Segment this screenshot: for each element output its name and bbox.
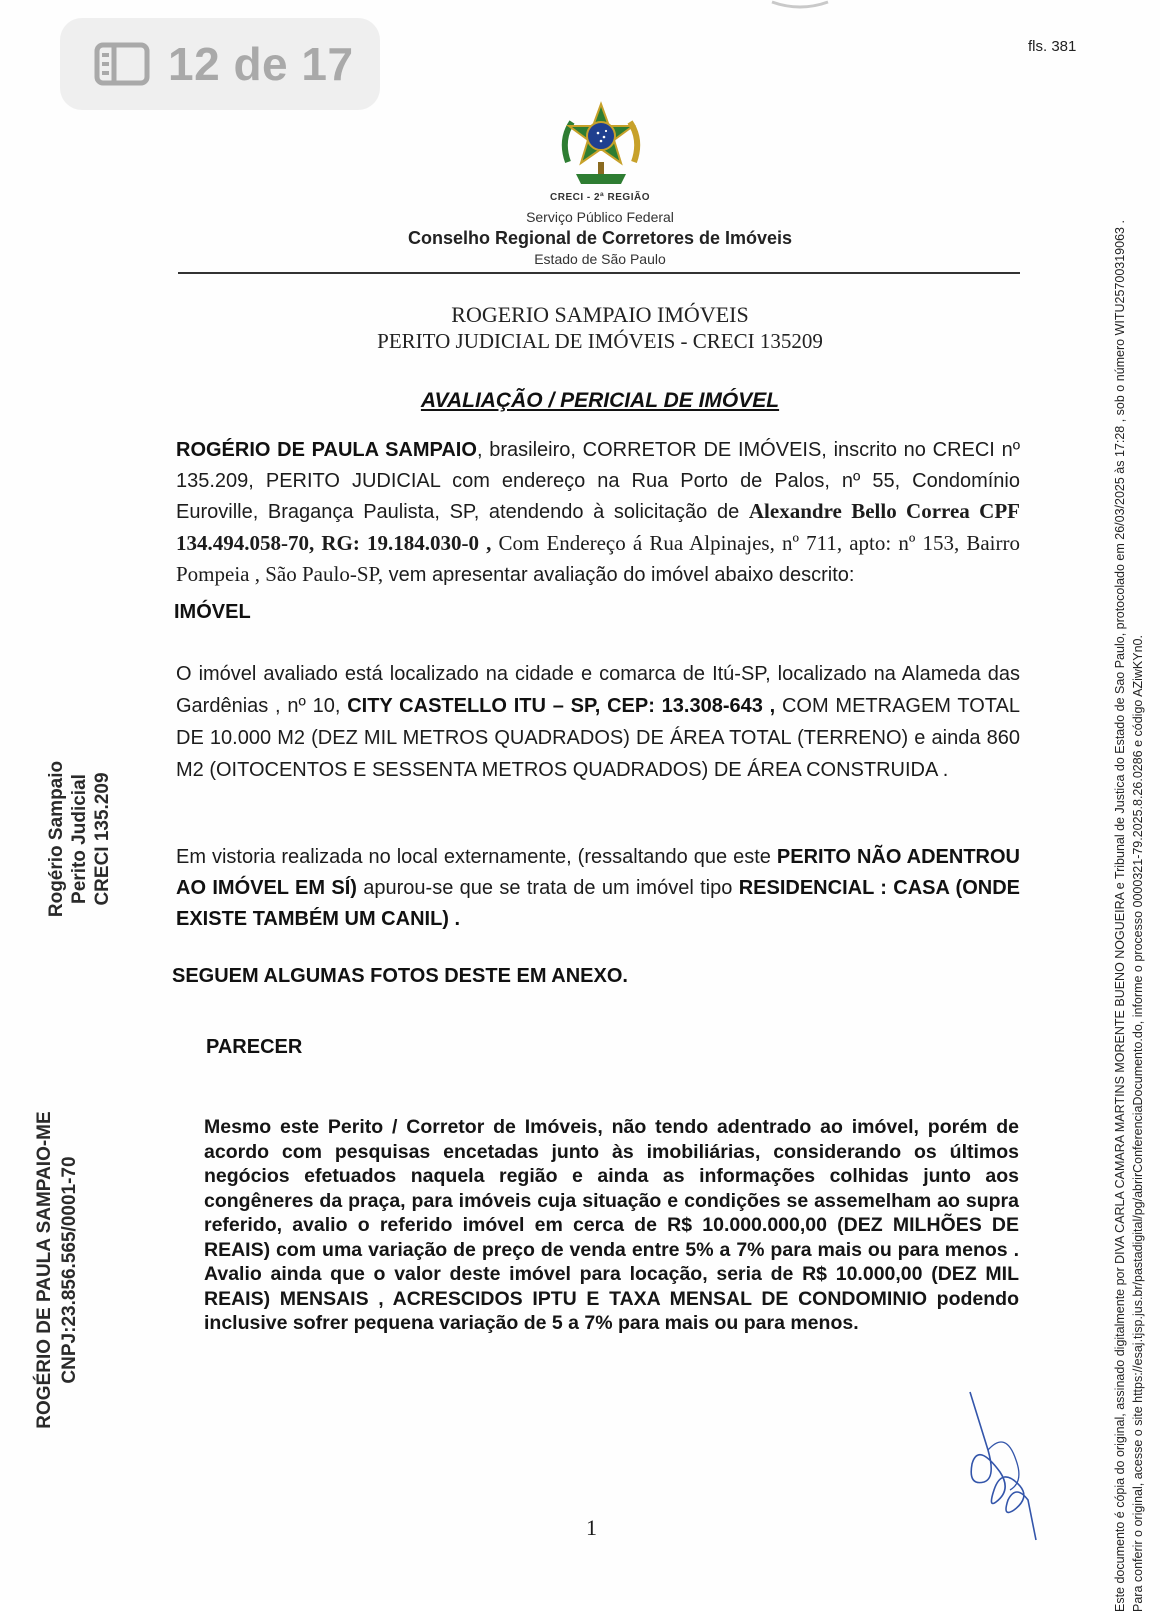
page-number: 1: [586, 1515, 597, 1540]
fls-page-label: fls. 381: [1028, 38, 1077, 55]
header-divider: [178, 272, 1020, 274]
servico-publico-label: Serviço Público Federal: [526, 209, 674, 225]
company-name: ROGERIO SAMPAIO IMÓVEIS: [451, 302, 749, 327]
top-arc-mark: [770, 0, 830, 10]
imovel-text-2: COM METRAGEM TOTAL DE 10.000 M2 (DEZ MIL METROS QUADRADOS) DE ÁREA TOTAL (TERRENO) e ainda 860 M2 (OITOCENTOS E SESSENTA METROS QUADRADOS) DE ÁREA CONSTRUIDA .: [176, 695, 1020, 781]
intro-text-1: , brasileiro, CORRETOR DE IMÓVEIS, inscrito no CRECI nº 135.209, PERITO JUDICIAL com endereço na Rua Porto de Palos, nº 55, Condomínio Euroville, Bragança Paulista, SP, atendendo à solicitação de: [176, 439, 1021, 523]
vistoria-paragraph: [176, 842, 1020, 935]
appraiser-name: ROGÉRIO DE PAULA SAMPAIO: [176, 439, 477, 461]
certification-line: Para conferir o original, acesse o site https://esaj.tjsp.jus.br/pastadigital/pg/abrirConferenciaDocumento.do, informe o processo 0000321-79.2025.8.26.0286 e código AZiwKYn0.: [1131, 635, 1145, 1612]
creci-region-label: CRECI - 2ª REGIÃO: [550, 192, 650, 203]
intro-text-3: vem apresentar avaliação do imóvel abaixo descrito:: [383, 564, 855, 586]
imovel-address-bold: CITY CASTELLO ITU – SP, CEP: 13.308-643 ,: [347, 695, 776, 717]
client-address: Com Endereço á Rua Alpinajes, nº 711, apto: nº 153, Bairro Pompeia , São Paulo-SP,: [176, 530, 1021, 586]
stamp-line: ROGÉRIO DE PAULA SAMPAIO-ME: [34, 1111, 55, 1429]
vistoria-bold-1: PERITO NÃO ADENTROU AO IMÓVEL EM SÍ): [176, 846, 1020, 899]
brazil-coat-of-arms-icon: [558, 100, 644, 192]
perito-stamp: [45, 739, 123, 939]
vistoria-text-1: Em vistoria realizada no local externamente, (ressaltando que este: [176, 846, 777, 868]
photos-annex-note: SEGUEM ALGUMAS FOTOS DESTE EM ANEXO.: [172, 965, 628, 987]
stamp-line: CNPJ:23.856.565/0001-70: [59, 1156, 80, 1384]
intro-paragraph: [176, 435, 1020, 591]
stamp-line: Perito Judicial: [69, 774, 90, 904]
page-counter-label: 12 de 17: [168, 38, 354, 90]
stamp-line: CRECI 135.209: [92, 772, 113, 906]
parecer-heading: PARECER: [206, 1036, 303, 1058]
handwritten-signature: [966, 1390, 1046, 1550]
imovel-paragraph: [176, 658, 1020, 786]
company-subtitle: PERITO JUDICIAL DE IMÓVEIS - CRECI 135209: [377, 329, 823, 353]
certification-line: Este documento é cópia do original, assinado digitalmente por DIVA CARLA CAMARA MARTINS MORENTE BUENO NOGUEIRA e Tribunal de Justica do Estado de Sao Paulo, protocolado em 26/03/2025 às 17:28 , sob o número WITU25700319063 .: [1113, 220, 1127, 1612]
imovel-heading: IMÓVEL: [174, 601, 251, 623]
stamp-line: Rogério Sampaio: [46, 760, 67, 918]
digital-signature-certification: [1111, 12, 1157, 1612]
vistoria-bold-2: RESIDENCIAL : CASA (ONDE EXISTE TAMBÉM UM CANIL) .: [176, 877, 1021, 930]
vistoria-text-2: apurou-se que se trata de um imóvel tipo: [356, 877, 739, 899]
parecer-paragraph: Mesmo este Perito / Corretor de Imóveis, não tendo adentrado ao imóvel, porém de acordo com pesquisas encetadas junto às imobiliárias, considerando os últimos negócios efetuados naquela região e ainda as informações colhidas junto aos congêneres da praça, para imóveis cuja situação e condições se assemelham ao supra referido, avalio o referido imóvel em cerca de R$ 10.000.000,00 (DEZ MILHÕES DE REAIS) com uma variação de preço de venda entre 5% a 7% para mais ou para menos . Avalio ainda que o valor deste imóvel para locação, seria de R$ 10.000,00 (DEZ MIL REAIS) MENSAIS , ACRESCIDOS IPTU E TAXA MENSAL DE CONDOMINIO podendo inclusive sofrer pequena variação de 5 a 7% para mais ou para menos.: [204, 1116, 1019, 1334]
page-counter[interactable]: [60, 18, 380, 110]
client-identification: Alexandre Bello Correa CPF 134.494.058-70, RG: 19.184.030-0 ,: [176, 499, 1020, 555]
sidebar-panel-icon[interactable]: [94, 42, 150, 86]
document-title: AVALIAÇÃO / PERICIAL DE IMÓVEL: [420, 389, 780, 412]
company-stamp: [32, 1100, 88, 1440]
estado-label: Estado de São Paulo: [534, 251, 666, 267]
conselho-title: Conselho Regional de Corretores de Imóveis: [407, 228, 793, 248]
imovel-text-1: O imóvel avaliado está localizado na cidade e comarca de Itú-SP, localizado na Alameda das Gardênias , nº 10,: [176, 663, 1020, 717]
